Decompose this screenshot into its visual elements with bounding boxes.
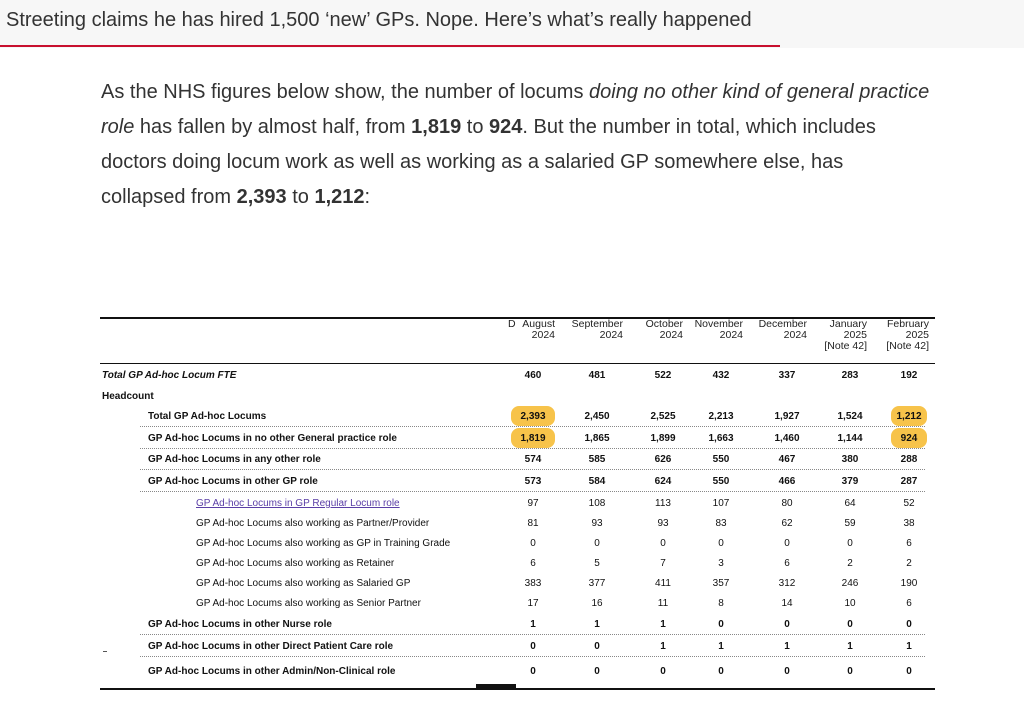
table-cell: 2: [847, 558, 853, 569]
table-cell: 192: [900, 370, 918, 381]
table-cell: 83: [715, 518, 727, 529]
column-header-6: [859, 319, 929, 352]
table-cell: 550: [712, 454, 730, 465]
table-cell: 467: [778, 454, 796, 465]
row-label: Total GP Ad-hoc Locums: [148, 411, 267, 422]
table-cell: 1: [847, 641, 853, 652]
row-label: GP Ad-hoc Locums in no other General practice role: [148, 433, 397, 444]
column-header-line: September: [571, 318, 623, 330]
table-cell: 0: [906, 666, 912, 677]
column-header-line: November: [694, 318, 743, 330]
table-cell: 7: [660, 558, 666, 569]
column-header-line: February: [886, 318, 929, 330]
table-cell: 0: [594, 538, 600, 549]
table-cell: 11: [657, 598, 669, 609]
table-cell: 624: [654, 476, 672, 487]
row-label: GP Ad-hoc Locums in other Nurse role: [148, 619, 332, 630]
column-header-line: 2024: [599, 329, 623, 341]
table-cell: 0: [784, 538, 790, 549]
table-cell: 6: [906, 538, 912, 549]
table-cell: 1: [718, 641, 724, 652]
table-cell: 93: [591, 518, 603, 529]
table-cell: 0: [530, 641, 536, 652]
table-cell: 0: [594, 641, 600, 652]
table-cell: 1,819: [520, 433, 546, 444]
table-cell: 190: [900, 578, 918, 589]
table-cell: 377: [588, 578, 606, 589]
table-cell: 81: [527, 518, 539, 529]
table-cell: 460: [524, 370, 542, 381]
table-cell: 6: [784, 558, 790, 569]
intro-paragraph: [101, 75, 931, 215]
table-cell: 432: [712, 370, 730, 381]
table-cell: 337: [778, 370, 796, 381]
table-cell: 287: [900, 476, 918, 487]
row-label: GP Ad-hoc Locums in any other role: [148, 454, 321, 465]
table-cell: 2,213: [708, 411, 734, 422]
table-cell: 107: [712, 498, 730, 509]
row-separator: [140, 426, 925, 427]
table-cell: 64: [844, 498, 856, 509]
table-cell: 2,525: [650, 411, 676, 422]
intro-emphasis: doing no other kind of general practice role: [101, 81, 930, 138]
table-cell: 62: [781, 518, 793, 529]
table-cell: 573: [524, 476, 542, 487]
column-header-line: 2024: [719, 329, 743, 341]
table-cell: 1: [784, 641, 790, 652]
intro-text-4: . But the number in total, which includes doctors doing locum work as well as working as a salaried GP somewhere else, has collapsed from: [101, 116, 876, 208]
table-cell: 1,865: [584, 433, 610, 444]
table-cell: 6: [530, 558, 536, 569]
table-cell: 924: [900, 433, 918, 444]
article-headline: Streeting claims he has hired 1,500 ‘new’ GPs. Nope. Here’s what’s really happened: [6, 9, 752, 31]
table-cell: 584: [588, 476, 606, 487]
intro-text-3: to: [461, 116, 490, 138]
column-header-line: 2025: [843, 329, 867, 341]
table-cell: 0: [718, 619, 724, 630]
table-cell: 1,212: [896, 411, 922, 422]
row-label: Total GP Ad-hoc Locum FTE: [102, 370, 237, 381]
table-cell: 0: [906, 619, 912, 630]
table-cell: 1,144: [837, 433, 863, 444]
table-cell: 16: [591, 598, 603, 609]
intro-text-2: has fallen by almost half, from: [134, 116, 412, 138]
table-cell: 38: [903, 518, 915, 529]
row-label: GP Ad-hoc Locums in other Direct Patient Care role: [148, 641, 394, 652]
column-header-line: August: [522, 318, 555, 330]
column-header-line: October: [645, 318, 683, 330]
table-cell: 380: [841, 454, 859, 465]
row-label: GP Ad-hoc Locums also working as Partner/Provider: [196, 518, 430, 529]
intro-text-5: to: [286, 186, 315, 208]
table-cell: 0: [530, 666, 536, 677]
row-separator: [140, 491, 925, 492]
table-cell: 10: [844, 598, 856, 609]
column-header-line: [Note 42]: [886, 340, 929, 352]
row-label: GP Ad-hoc Locums also working as Retainer: [196, 558, 395, 569]
table-cell: 5: [594, 558, 600, 569]
table-cell: 1,899: [650, 433, 676, 444]
table-cell: 17: [527, 598, 539, 609]
table-cell: 550: [712, 476, 730, 487]
table-cell: 0: [660, 538, 666, 549]
table-cell: 80: [781, 498, 793, 509]
table-cell: 1,524: [837, 411, 863, 422]
table-header-rule: [100, 363, 935, 364]
table-cell: 466: [778, 476, 796, 487]
row-label: GP Ad-hoc Locums also working as Senior Partner: [196, 598, 421, 609]
table-cell: 1,663: [708, 433, 734, 444]
row-label: GP Ad-hoc Locums also working as Salaried GP: [196, 578, 411, 589]
table-cell: 246: [841, 578, 859, 589]
intro-text-1: As the NHS figures below show, the number of locums: [101, 81, 590, 103]
intro-number-924: 924: [489, 116, 523, 138]
column-header-5: [797, 319, 867, 352]
column-header-line: 2024: [783, 329, 807, 341]
row-label: GP Ad-hoc Locums in other Admin/Non-Clinical role: [148, 666, 396, 677]
row-label[interactable]: GP Ad-hoc Locums in GP Regular Locum role: [196, 498, 400, 509]
table-cell: 2,450: [584, 411, 610, 422]
table-cell: 6: [906, 598, 912, 609]
table-cell: 411: [655, 578, 671, 589]
table-cell: 108: [588, 498, 606, 509]
stray-mark: D: [508, 318, 516, 330]
column-header-0: [485, 319, 555, 352]
row-label: GP Ad-hoc Locums also working as GP in Training Grade: [196, 538, 451, 549]
row-separator: [140, 656, 925, 657]
column-header-line: [673, 341, 743, 352]
intro-number-2393: 2,393: [236, 186, 287, 208]
table-cell: 1: [660, 641, 666, 652]
column-header-line: 2024: [659, 329, 683, 341]
row-separator: [140, 469, 925, 470]
table-cell: 1: [530, 619, 536, 630]
table-cell: 14: [781, 598, 793, 609]
column-header-3: [673, 319, 743, 352]
table-cell: 312: [778, 578, 796, 589]
table-cell: 1: [660, 619, 666, 630]
table-cell: 0: [847, 619, 853, 630]
table-cell: 113: [655, 498, 671, 509]
table-cell: 2,393: [520, 411, 546, 422]
table-cell: 0: [784, 666, 790, 677]
table-bottom-rule: [100, 688, 935, 690]
row-label: GP Ad-hoc Locums in other GP role: [148, 476, 318, 487]
table-cell: 379: [841, 476, 859, 487]
table-cell: 522: [654, 370, 672, 381]
table-cell: 0: [784, 619, 790, 630]
margin-dash: [103, 651, 107, 652]
table-cell: 288: [900, 454, 918, 465]
table-cell: 3: [718, 558, 724, 569]
table-cell: 283: [841, 370, 859, 381]
table-cell: 574: [524, 454, 542, 465]
column-header-line: 2025: [905, 329, 929, 341]
table-cell: 481: [588, 370, 606, 381]
column-header-line: 2024: [531, 329, 555, 341]
table-cell: 8: [718, 598, 724, 609]
column-header-line: January: [829, 318, 867, 330]
table-cell: 0: [718, 666, 724, 677]
column-header-line: [Note 42]: [824, 340, 867, 352]
table-cell: 52: [903, 498, 915, 509]
table-cell: 0: [847, 538, 853, 549]
table-cell: 1: [906, 641, 912, 652]
table-cell: 1,460: [774, 433, 800, 444]
table-cell: 0: [718, 538, 724, 549]
table-cell: 0: [660, 666, 666, 677]
row-separator: [140, 448, 925, 449]
table-cell: 0: [594, 666, 600, 677]
table-cell: 59: [844, 518, 856, 529]
table-cell: 585: [588, 454, 606, 465]
table-cell: 1,927: [774, 411, 800, 422]
table-bottom-mark: [476, 684, 516, 689]
table-cell: 97: [527, 498, 539, 509]
row-label: Headcount: [102, 391, 154, 402]
intro-number-1212: 1,212: [314, 186, 365, 208]
intro-number-1819: 1,819: [411, 116, 462, 138]
table-cell: 0: [847, 666, 853, 677]
column-header-line: December: [758, 318, 807, 330]
row-separator: [140, 634, 925, 635]
table-cell: 1: [594, 619, 600, 630]
intro-text-6: :: [364, 186, 371, 208]
headline-underline: [0, 45, 780, 47]
table-cell: 93: [657, 518, 669, 529]
table-cell: 626: [654, 454, 672, 465]
column-header-line: [485, 341, 555, 352]
table-cell: 383: [524, 578, 542, 589]
table-cell: 357: [712, 578, 730, 589]
table-cell: 0: [530, 538, 536, 549]
table-cell: 2: [906, 558, 912, 569]
